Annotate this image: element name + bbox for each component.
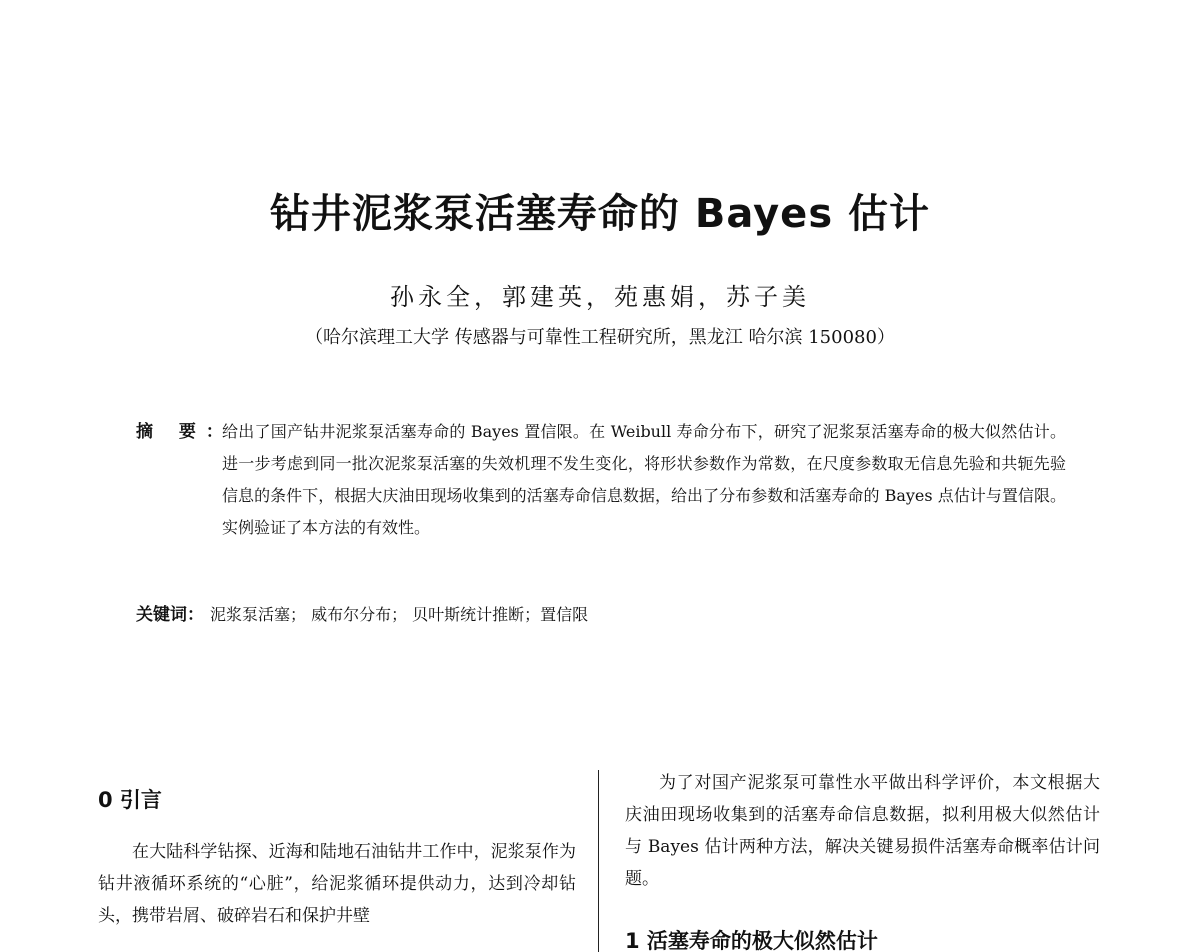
column-divider xyxy=(598,770,599,952)
abstract-text: 给出了国产钻井泥浆泵活塞寿命的 Bayes 置信限。在 Weibull 寿命分布下，研究了泥浆泵活塞寿命的极大似然估计。进一步考虑到同一批次泥浆泵活塞的失效机理不发生变化，将形状参数作为常数，在尺度参数取无信息先验和共轭先验信息的条件下，根据大庆油田现场收集到的活塞寿命信息数据，给出了分布参数和活塞寿命的 Bayes 点估计与置信限。实例验证了本方法的有效性。 xyxy=(222,422,1066,537)
introduction-paragraph: 在大陆科学钻探、近海和陆地石油钻井工作中，泥浆泵作为钻井液循环系统的“心脏”，给泥浆循环提供动力，达到冷却钻头，携带岩屑、破碎岩石和保护井壁 xyxy=(98,842,576,926)
paper-title: 钻井泥浆泵活塞寿命的 Bayes 估计 xyxy=(269,191,931,237)
section-heading-mle: 1 活塞寿命的极大似然估计 xyxy=(625,929,878,952)
keywords-text: 泥浆泵活塞； 威布尔分布； 贝叶斯统计推断；置信限 xyxy=(210,605,589,624)
abstract-block xyxy=(136,416,1066,544)
author-list: 孙永全，郭建英，苑惠娟，苏子美 xyxy=(390,283,810,311)
keywords-block xyxy=(136,599,1066,631)
right-column-paragraph: 为了对国产泥浆泵可靠性水平做出科学评价，本文根据大庆油田现场收集到的活塞寿命信息数据，拟利用极大似然估计与 Bayes 估计两种方法，解决关键易损件活塞寿命概率估计问题。 xyxy=(625,773,1100,889)
section-heading-introduction: 0 引言 xyxy=(98,788,162,812)
keywords-label: 关键词： xyxy=(136,605,204,625)
abstract-label: 摘 要： xyxy=(136,422,233,442)
affiliation: （哈尔滨理工大学 传感器与可靠性工程研究所，黑龙江 哈尔滨 150080） xyxy=(305,327,895,348)
